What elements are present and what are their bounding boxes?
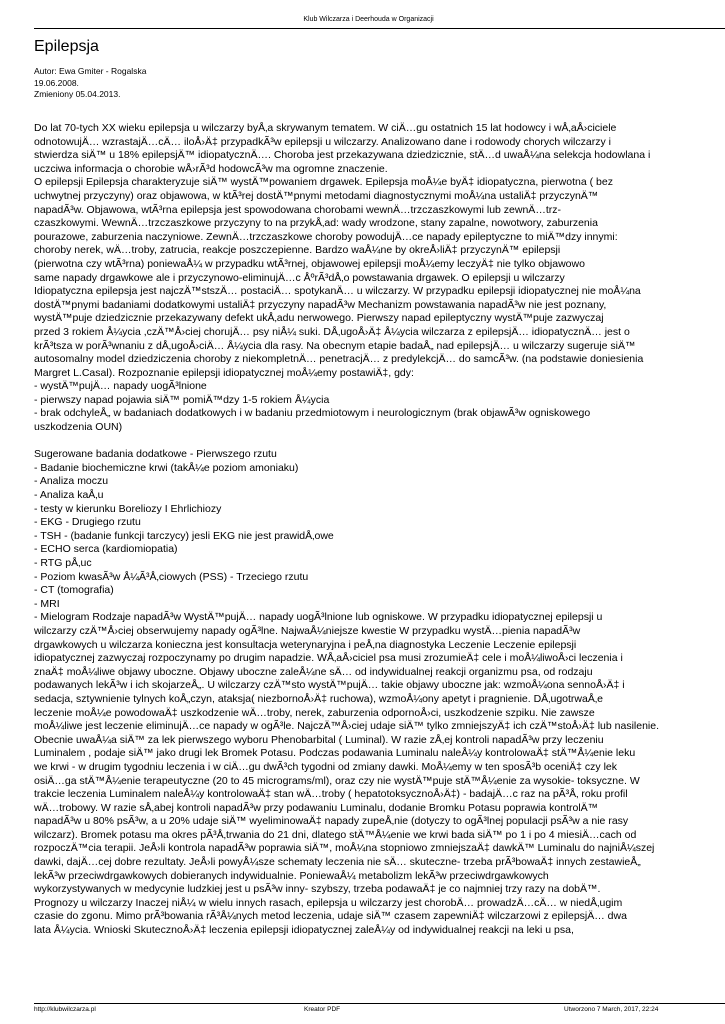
body-line: autosomalny model dziedziczenia choroby z niekompletnÄ… penetracjÄ… z predylekcjÄ… do samcÃ³w. (na podstawie doniesienia bbox=[34, 353, 644, 366]
body-line: stwierdza siÄ™ u 18% epilepsjÄ™ idiopatycznÄ…. Choroba jest przekazywana dziedzicznie, stÄ…d uwaÅ¼na selekcja hodowlana i bbox=[34, 149, 651, 162]
body-line: wykorzystywanych w medycynie ludzkiej jest u psÃ³w inny- szybszy, trzeba podawaÄ‡ je co najmniej trzy razy na dobÄ™. bbox=[34, 883, 601, 896]
body-line: - Analiza moczu bbox=[34, 475, 109, 488]
paragraph-spacer bbox=[34, 435, 725, 449]
body-line: - RTG pÅ‚uc bbox=[34, 557, 92, 569]
page-footer bbox=[34, 1005, 725, 1014]
body-line: uszkodzenia OUN) bbox=[34, 421, 123, 434]
body-line: uczciwa informacja o chorobie wÅ›rÃ³d hodowcÃ³w ma ogromne znaczenie. bbox=[34, 162, 388, 175]
body-line: napadÃ³w u 80% psÃ³w, a u 20% udaje siÄ™ wyeliminowaÄ‡ napady zupeÅ‚nie (dotyczy to ogÃ³lnej populacji psÃ³w a nie rasy bbox=[34, 815, 629, 828]
article-modified-date: Zmieniony 05.04.2013. bbox=[34, 89, 121, 99]
article-meta bbox=[34, 66, 146, 101]
body-line: Luminalem , podaje siÄ™ jako drugi lek Bromek Potasu. Podczas podawania Luminalu naleÅ¼y kontrolowaÄ‡ stÄ™Å¼enie leku bbox=[34, 747, 636, 760]
body-line: we krwi - w drugim tygodniu leczenia i w ciÄ…gu dwÃ³ch tygodni od zmiany dawki. MoÅ¼emy w ten sposÃ³b oceniÄ‡ czy lek bbox=[34, 760, 617, 773]
body-line: Sugerowane badania dodatkowe - Pierwszego rzutu bbox=[34, 448, 277, 461]
body-line: osiÄ…ga stÄ™Å¼enie terapeutyczne (20 to 45 micrograms/ml), oraz czy nie wystÄ™puje stÄ™Å¼enie za wysokie- toksyczne. W bbox=[34, 774, 640, 787]
body-line: Obecnie uwaÅ¼a siÄ™ za lek pierwszego wyboru Phenobarbital ( Luminal). W razie zÅ‚ej kontroli napadÃ³w przy leczeniu bbox=[34, 733, 604, 746]
body-line: idiopatycznej zazwyczaj rozpoczynamy po drugim napadzie. WÅ‚aÅ›ciciel psa musi zrozumieÄ‡ cele i moÅ¼liwoÅ›ci leczenia i bbox=[34, 652, 623, 665]
header-divider bbox=[34, 28, 725, 29]
body-line: czaszkowymi. WewnÄ…trzczaszkowe przyczyny to na przykÅ‚ad: wady wrodzone, stany zapalne, nowotwory, zaburzenia bbox=[34, 217, 598, 230]
footer-generator: Kreator PDF bbox=[304, 1006, 341, 1013]
body-line: - CT (tomografia) bbox=[34, 584, 114, 597]
body-line: drgawkowych u wilczarza konieczna jest konsultacja weterynaryjna i peÅ‚na diagnostyka Leczenie Leczenie epilepsji bbox=[34, 638, 577, 651]
body-line: uchwytnej przyczyny) oraz objawowa, w ktÃ³rej dostÄ™pnymi metodami diagnostycznymi moÅ¼na ustaliÄ‡ przyczynÄ™ bbox=[34, 189, 599, 202]
body-line: - MRI bbox=[34, 597, 60, 610]
body-line: - Badanie biochemiczne krwi (takÅ¼e poziom amoniaku) bbox=[34, 461, 299, 474]
body-line: O epilepsji Epilepsja charakteryzuje siÄ™ wystÄ™powaniem drgawek. Epilepsja moÅ¼e byÄ‡ idiopatyczna, pierwotna ( bez bbox=[34, 176, 613, 189]
body-line: Margret L.Casal). Rozpoznanie epilepsji idiopatycznej moÅ¼emy postawiÄ‡, gdy: bbox=[34, 366, 414, 379]
body-line: - wystÄ™pujÄ… napady uogÃ³lnione bbox=[34, 380, 207, 393]
body-line: moÅ¼liwe jest leczenie eliminujÄ…ce napady w ogÃ³le. NajczÄ™Å›ciej udaje siÄ™ tylko zmniejszyÄ‡ ich czÄ™stoÅ›Ä‡ lub nasilenie. bbox=[34, 720, 660, 733]
body-line: wilczarzy czÄ™Å›ciej obserwujemy napady ogÃ³lne. NajwaÅ¼niejsze kwestie W przypadku wystÄ…pienia napadÃ³w bbox=[34, 624, 581, 637]
body-line: leczenie moÅ¼e powodowaÄ‡ uszkodzenie wÄ…troby, nerek, zaburzenia odpornoÅ›ci, uszkodzenie szpiku. Nie zawsze bbox=[34, 706, 595, 719]
body-line: krÃ³tsza w porÃ³wnaniu z dÅ‚ugoÅ›ciÄ… Å¼ycia dla rasy. Na obecnym etapie badaÅ„ nad epilepsjÄ… u wilczarzy sugeruje siÄ™ bbox=[34, 339, 636, 352]
body-line: znaÄ‡ moÅ¼liwe objawy uboczne. Objawy uboczne zaleÅ¼ne sÄ… od indywidualnej reakcji organizmu psa, od rodzaju bbox=[34, 665, 593, 678]
body-line: - Poziom kwasÃ³w Å¼Ã³Å‚ciowych (PSS) - Trzeciego rzutu bbox=[34, 570, 309, 583]
body-line: napadÃ³w. Objawowa, wtÃ³rna epilepsja jest spowodowana chorobami wewnÄ…trzczaszkowymi lub zewnÄ…trz- bbox=[34, 203, 561, 216]
body-line: wystÄ™puje dziedzicznie przekazywany defekt ukÅ‚adu nerwowego. Pierwszy napad epileptyczny wystÄ™puje zazwyczaj bbox=[34, 312, 604, 325]
body-line: (pierwotna czy wtÃ³rna) poniewaÅ¼ w przypadku wtÃ³rnej, objawowej epilepsji moÅ¼emy leczyÄ‡ nie tylko objawowo bbox=[34, 257, 585, 270]
article-author: Autor: Ewa Gmiter - Rogalska bbox=[34, 66, 147, 76]
body-line: odnotowujÄ… wzrastajÄ…cÄ… iloÅ›Ä‡ przypadkÃ³w epilepsji u wilczarzy. Analizowano dane i rodowody chorych wilczarzy i bbox=[34, 135, 611, 148]
body-line: same napady drgawkowe ale i przyczynowo-eliminujÄ…c ÅºrÃ³dÅ‚o powstawania drgawek. O epilepsji u wilczarzy bbox=[34, 271, 565, 284]
body-line: trakcie leczenia Luminalem naleÅ¼y kontrolowaÄ‡ stan wÄ…troby ( hepatotoksycznoÅ›Ä‡) - badajÄ…c raz na pÃ³Å‚ roku profil bbox=[34, 788, 628, 801]
body-line: pourazowe, zaburzenia naczyniowe. ZewnÄ…trzczaszkowe choroby powodujÄ…ce napady epileptyczne to miÄ™dzy innymi: bbox=[34, 230, 618, 243]
body-line: Idiopatyczna epilepsja jest najczÄ™stszÄ… postaciÄ… spotykanÄ… u wilczarzy. W przypadku epilepsji idiopatycznej nie moÅ¼na bbox=[34, 285, 641, 298]
footer-divider bbox=[34, 1003, 725, 1004]
body-line: lata Å¼ycia. Wnioski SkutecznoÅ›Ä‡ leczenia epilepsji idiopatycznej zaleÅ¼y od indywidualnej reakcji na leki u psa, bbox=[34, 924, 574, 937]
body-line: czasie do zgonu. Mimo prÃ³bowania rÃ³Å¼nych metod leczenia, udaje siÄ™ czasem zapewniÄ‡ wilczarzowi z epilepsjÄ… dwa bbox=[34, 910, 627, 923]
body-line: dostÄ™pnymi badaniami dodatkowymi ustaliÄ‡ przyczyny napadÃ³w Mechanizm powstawania napadÃ³w nie jest poznany, bbox=[34, 298, 607, 311]
body-line: choroby nerek, wÄ…troby, zatrucia, reakcje poszczepienne. Bardzo waÅ¼ne by okreÅ›liÄ‡ przyczynÄ™ epilepsji bbox=[34, 244, 561, 257]
body-line: lekÃ³w przeciwdrgawkowych dobieranych indywidualnie. PoniewaÅ¼ metabolizm lekÃ³w przeciwdrgawkowych bbox=[34, 869, 549, 882]
body-line: - ECHO serca (kardiomiopatia) bbox=[34, 543, 178, 556]
body-line: - pierwszy napad pojawia siÄ™ pomiÄ™dzy 1-5 rokiem Å¼ycia bbox=[34, 393, 330, 406]
body-line: - Mielogram Rodzaje napadÃ³w WystÄ™pujÄ… napady uogÃ³lnione lub ogniskowe. W przypadku idiopatycznej epilepsji u bbox=[34, 611, 603, 624]
article-title: Epilepsja bbox=[34, 38, 99, 55]
body-line: wÄ…trobowy. W razie sÅ‚abej kontroli napadÃ³w przy podawaniu Luminalu, dodanie Bromku Potasu poprawia kontrolÄ™ bbox=[34, 801, 599, 814]
body-line: - EKG - Drugiego rzutu bbox=[34, 516, 141, 529]
article-body bbox=[34, 122, 725, 938]
body-line: - testy w kierunku Boreliozy I Ehrlichiozy bbox=[34, 502, 222, 515]
body-line: przed 3 rokiem Å¼ycia ,czÄ™Å›ciej chorujÄ… psy niÅ¼ suki. DÅ‚ugoÅ›Ä‡ Å¼ycia wilczarza z epilepsjÄ… idiopatycznÄ… jest o bbox=[34, 325, 630, 338]
body-line: Prognozy u wilczarzy Inaczej niÅ¼ w wielu innych rasach, epilepsja u wilczarzy jest chorobÄ… prowadzÄ…cÄ… w niedÅ‚ugim bbox=[34, 896, 623, 909]
body-line: - brak odchyleÅ„ w badaniach dodatkowych i w badaniu przedmiotowym i neurologicznym (brak objawÃ³w ogniskowego bbox=[34, 407, 591, 420]
article-date: 19.06.2008. bbox=[34, 77, 79, 88]
body-line: sedacja, sztywnienie tylnych koÅ„czyn, ataksja( niezbornoÅ›Ä‡ ruchowa), wzmoÅ¼ony apetyt i pragnienie. DÅ‚ugotrwaÅ‚e bbox=[34, 692, 604, 705]
footer-created-date: Utworzono 7 March, 2017, 22:24 bbox=[564, 1006, 659, 1013]
body-line: - Analiza kaÅ‚u bbox=[34, 489, 104, 502]
body-line: wilczarz). Bromek potasu ma okres pÃ³Å‚trwania do 21 dni, dlatego stÄ™Å¼enie we krwi bada siÄ™ po 1 i po 4 miesiÄ…cach od bbox=[34, 828, 637, 841]
page-header: Klub Wilczarza i Deerhouda w Organizacji bbox=[303, 16, 434, 23]
footer-url-link[interactable]: http://klubwilczarza.pl bbox=[34, 1006, 96, 1013]
body-line: rozpoczÄ™cia terapii. JeÅ›li kontrola napadÃ³w poprawia siÄ™, moÅ¼na stopniowo zmniejszaÄ‡ dawkÄ™ Luminalu do najniÅ¼szej bbox=[34, 842, 655, 855]
body-line: - TSH - (badanie funkcji tarczycy) jesli EKG nie jest prawidÅ‚owe bbox=[34, 529, 334, 542]
body-line: Do lat 70-tych XX wieku epilepsja u wilczarzy byÅ‚a skrywanym tematem. W ciÄ…gu ostatnich 15 lat hodowcy i wÅ‚aÅ›ciciele bbox=[34, 122, 617, 134]
body-line: podawanych lekÃ³w i ich skojarzeÅ„. U wilczarzy czÄ™sto wystÄ™pujÄ… takie objawy uboczne jak: wzmoÅ¼ona sennoÅ›Ä‡ i bbox=[34, 679, 625, 692]
body-line: dawki, dajÄ…cej dobre rezultaty. JeÅ›li powyÅ¼sze schematy leczenia nie sÄ… skuteczne- trzeba prÃ³bowaÄ‡ innych zestawieÅ„ bbox=[34, 856, 641, 869]
